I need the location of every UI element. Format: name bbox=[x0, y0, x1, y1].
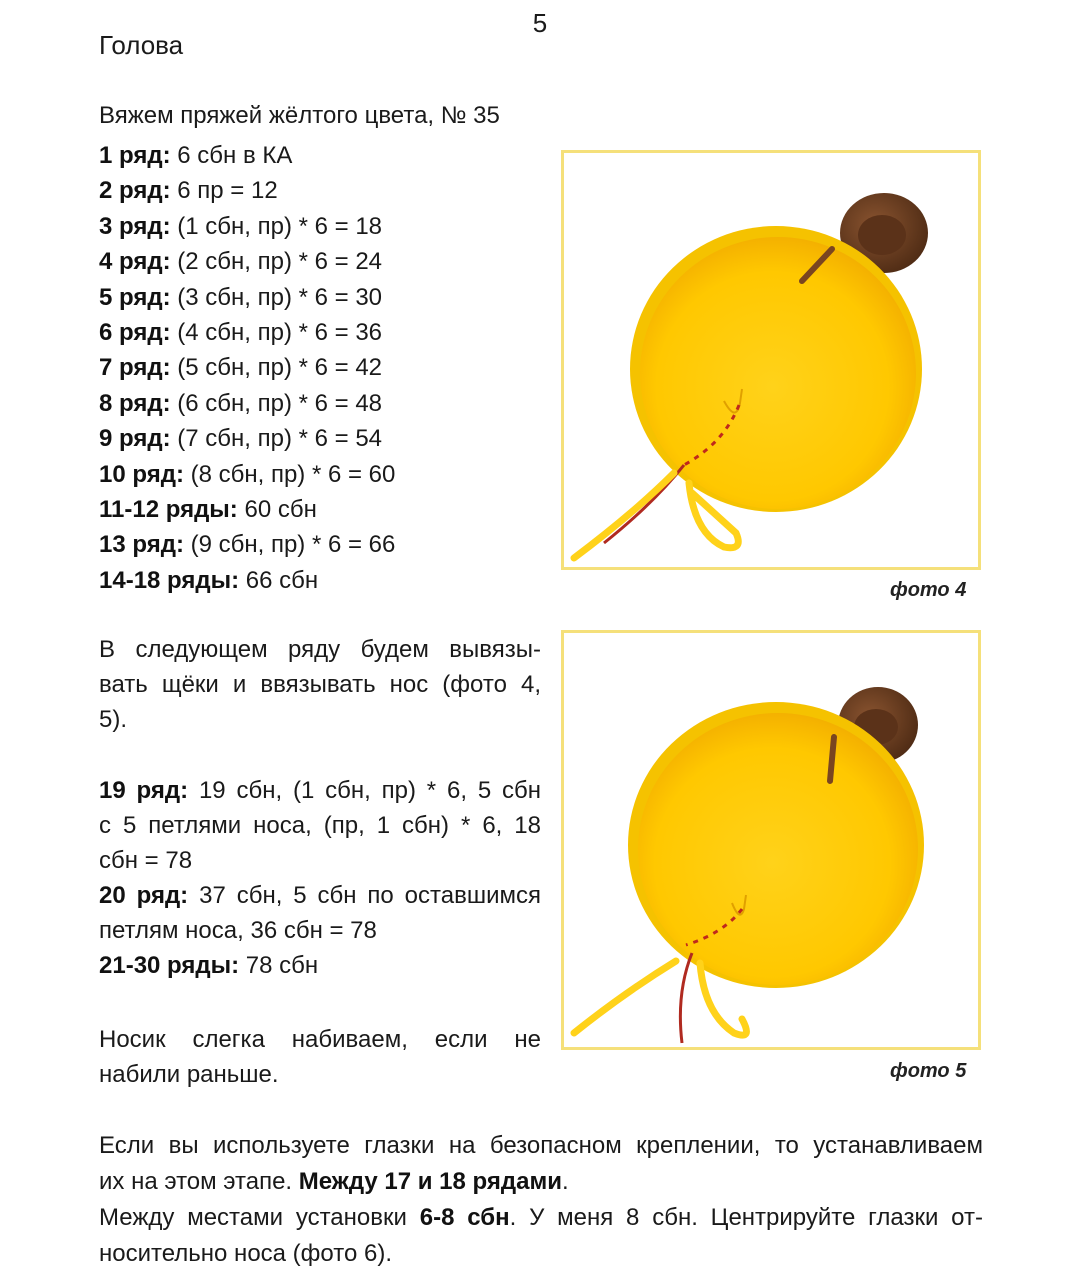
row-item bbox=[99, 386, 395, 421]
row-label: 14-18 ряды: bbox=[99, 566, 240, 594]
eyes-line-3c: . У меня 8 сбн. Центрируйте глазки от- bbox=[509, 1204, 983, 1231]
eyes-line-2c: . bbox=[561, 1168, 569, 1195]
row-item bbox=[99, 527, 395, 562]
crochet-head-photo-5 bbox=[564, 633, 978, 1047]
row-label: 13 ряд: bbox=[99, 531, 184, 559]
cheeks-paragraph bbox=[99, 632, 541, 737]
nose-inner bbox=[858, 215, 906, 255]
row-item bbox=[99, 421, 395, 456]
row20-line-1 bbox=[99, 878, 541, 913]
head-inner bbox=[638, 713, 918, 985]
eyes-line-3a: Между местами установки bbox=[99, 1204, 420, 1231]
row-item bbox=[99, 138, 395, 173]
row-item bbox=[99, 209, 395, 244]
page-number: 5 bbox=[532, 8, 548, 38]
eyes-line-3 bbox=[99, 1200, 983, 1236]
row20-line-2: петлям носа, 36 сбн = 78 bbox=[99, 917, 377, 944]
rows-list bbox=[99, 138, 395, 598]
cheeks-line-2: вать щёки и ввязывать нос (фото 4, bbox=[99, 671, 541, 698]
row-label: 2 ряд: bbox=[99, 177, 171, 205]
row-text: 60 сбн bbox=[237, 495, 317, 523]
row19-line-2: с 5 петлями носа, (пр, 1 сбн) * 6, 18 bbox=[99, 812, 541, 839]
nose-line-1: Носик слегка набиваем, если не bbox=[99, 1026, 541, 1053]
eyes-line-4: носительно носа (фото 6). bbox=[99, 1240, 392, 1267]
nose-thread bbox=[830, 737, 834, 781]
nose-line-2: набили раньше. bbox=[99, 1061, 279, 1088]
row-label: 7 ряд: bbox=[99, 354, 171, 382]
row-item bbox=[99, 173, 395, 208]
photo-5-caption: фото 5 bbox=[890, 1060, 967, 1082]
row20-text-1: 37 сбн, 5 сбн по оставшимся bbox=[188, 882, 542, 909]
row-item bbox=[99, 457, 395, 492]
photo-4-caption: фото 4 bbox=[890, 579, 967, 601]
row-text: (6 сбн, пр) * 6 = 48 bbox=[170, 389, 383, 417]
row-item bbox=[99, 350, 395, 385]
row-text: (1 сбн, пр) * 6 = 18 bbox=[170, 212, 383, 240]
red-yarn-tail bbox=[680, 953, 692, 1043]
row21-line bbox=[99, 948, 541, 983]
eyes-line-3b: 6-8 сбн bbox=[419, 1204, 510, 1231]
row-label: 1 ряд: bbox=[99, 142, 171, 169]
intro-text: Вяжем пряжей жёлтого цвета, № 35 bbox=[99, 102, 500, 129]
row-label: 11-12 ряды: bbox=[99, 495, 238, 523]
row-item bbox=[99, 492, 395, 527]
eyes-line-1: Если вы используете глазки на безопасном креплении, то устанавливаем bbox=[99, 1132, 983, 1159]
row-text: (8 сбн, пр) * 6 = 60 bbox=[183, 460, 396, 488]
row-text: (5 сбн, пр) * 6 = 42 bbox=[170, 354, 383, 382]
row-label: 6 ряд: bbox=[99, 318, 171, 346]
row-label: 9 ряд: bbox=[99, 425, 171, 453]
row19-line-1 bbox=[99, 773, 541, 808]
section-title: Голова bbox=[99, 30, 184, 60]
eyes-line-2a: их на этом этапе. bbox=[99, 1168, 299, 1195]
photo-5 bbox=[561, 630, 981, 1050]
row-label: 3 ряд: bbox=[99, 212, 171, 240]
crochet-head-photo-4 bbox=[564, 153, 978, 567]
rows-19-30 bbox=[99, 773, 541, 983]
row-text: (7 сбн, пр) * 6 = 54 bbox=[170, 425, 383, 453]
row-text: (9 сбн, пр) * 6 = 66 bbox=[183, 531, 396, 559]
row-text: (3 сбн, пр) * 6 = 30 bbox=[170, 283, 383, 311]
row21-label: 21-30 ряды: bbox=[99, 952, 240, 979]
row21-text: 78 сбн bbox=[239, 952, 319, 979]
row-label: 5 ряд: bbox=[99, 283, 171, 311]
row-item bbox=[99, 315, 395, 350]
eyes-paragraph bbox=[99, 1128, 983, 1272]
cheeks-line-3: 5). bbox=[99, 706, 128, 733]
yellow-yarn-tail bbox=[574, 961, 676, 1033]
nose-paragraph bbox=[99, 1022, 541, 1092]
row-label: 4 ряд: bbox=[99, 248, 171, 276]
row-text: 6 пр = 12 bbox=[170, 177, 278, 205]
row19-label: 19 ряд: bbox=[99, 777, 189, 804]
row-label: 8 ряд: bbox=[99, 389, 171, 417]
row-label: 10 ряд: bbox=[99, 460, 184, 488]
row19-text-1: 19 сбн, (1 сбн, пр) * 6, 5 сбн bbox=[188, 777, 542, 804]
row19-line-3: сбн = 78 bbox=[99, 847, 193, 874]
row-text: 66 сбн bbox=[239, 566, 319, 594]
row20-label: 20 ряд: bbox=[99, 882, 189, 909]
row-item bbox=[99, 280, 395, 315]
yellow-yarn-tail bbox=[574, 473, 674, 558]
row-text: (4 сбн, пр) * 6 = 36 bbox=[170, 318, 383, 346]
cheeks-line-1: В следующем ряду будем вывязы- bbox=[99, 636, 541, 663]
row-item bbox=[99, 244, 395, 279]
photo-4 bbox=[561, 150, 981, 570]
eyes-line-2 bbox=[99, 1164, 983, 1200]
row-text: (2 сбн, пр) * 6 = 24 bbox=[170, 248, 383, 276]
row-item bbox=[99, 563, 395, 598]
eyes-line-2b: Между 17 и 18 рядами bbox=[298, 1168, 562, 1195]
row-text: 6 сбн в КА bbox=[170, 142, 293, 169]
